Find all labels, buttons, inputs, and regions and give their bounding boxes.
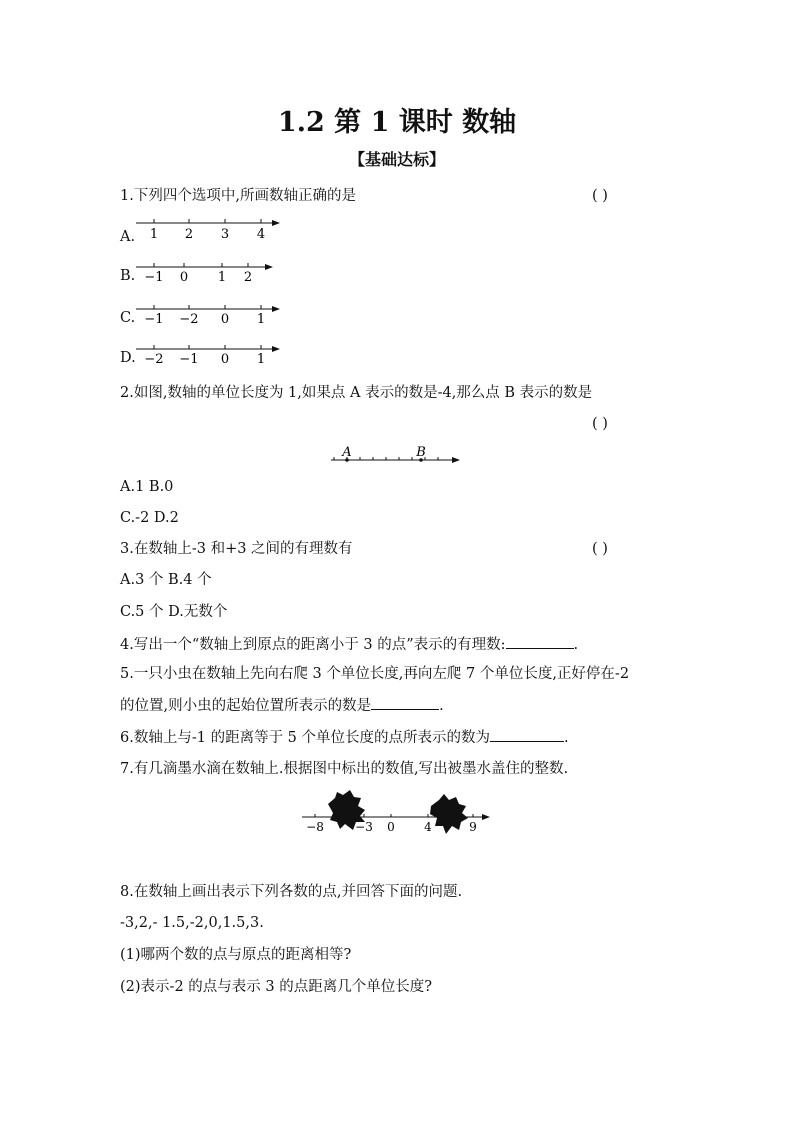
- tick-label: −2: [144, 352, 164, 367]
- arrow-head: [452, 457, 460, 463]
- tick-label: 0: [179, 270, 189, 285]
- q1-answer-paren: ( ): [592, 188, 608, 204]
- q2-number-line: [328, 444, 464, 468]
- q1-stem: 1.下列四个选项中,所画数轴正确的是: [120, 188, 356, 204]
- q5-line2: [120, 695, 444, 716]
- q6-line: [120, 727, 569, 748]
- point-a-label: A: [342, 445, 352, 460]
- tick-label: 1: [256, 312, 266, 327]
- q4-line: [120, 634, 578, 655]
- q1-option-b-number-line: [132, 260, 277, 286]
- tick-label: 1: [217, 270, 227, 285]
- tick-label: −1: [144, 312, 164, 327]
- q6-text: 6.数轴上与-1 的距离等于 5 个单位长度的点所表示的数为: [120, 730, 491, 746]
- q2-stem: 2.如图,数轴的单位长度为 1,如果点 A 表示的数是-4,那么点 B 表示的数是: [120, 385, 593, 401]
- q3-options-cd: C.5 个 D.无数个: [120, 604, 228, 620]
- q8-sub2: (2)表示-2 的点与表示 3 的点距离几个单位长度?: [120, 979, 432, 995]
- q6-end: .: [564, 730, 569, 746]
- q6-answer-blank[interactable]: [490, 727, 564, 742]
- tick-label: 9: [469, 820, 477, 834]
- tick-label: 4: [256, 227, 266, 242]
- tick-label: 1: [149, 227, 159, 242]
- q1-option-a-label: A.: [120, 229, 136, 245]
- tick-label: −3: [355, 820, 373, 834]
- tick-label: 0: [220, 352, 230, 367]
- q1-option-d-label: D.: [120, 350, 136, 366]
- q5-text: 的位置,则小虫的起始位置所表示的数是: [120, 698, 372, 714]
- q5-line1: 5.一只小虫在数轴上先向右爬 3 个单位长度,再向左爬 7 个单位长度,正好停在-2: [120, 666, 630, 682]
- q1-option-a-number-line: [132, 215, 282, 245]
- tick-label: 1: [256, 352, 266, 367]
- tick-label: 4: [424, 820, 432, 834]
- tick-label: −1: [179, 352, 199, 367]
- q7-stem: 7.有几滴墨水滴在数轴上.根据图中标出的数值,写出被墨水盖住的整数.: [120, 761, 569, 777]
- tick-label: 3: [220, 227, 230, 242]
- tick-label: −2: [179, 312, 199, 327]
- q1-option-c-number-line: [132, 302, 282, 328]
- q8-sub1: (1)哪两个数的点与原点的距离相等?: [120, 947, 352, 963]
- q1-option-b-label: B.: [120, 268, 136, 284]
- q1-option-d-number-line: [132, 342, 282, 368]
- q4-answer-blank[interactable]: [506, 634, 574, 649]
- ink-blot-right: [430, 794, 468, 834]
- q2-answer-paren: ( ): [592, 416, 608, 432]
- q8-stem: 8.在数轴上画出表示下列各数的点,并回答下面的问题.: [120, 884, 463, 900]
- q5-end: .: [439, 698, 444, 714]
- page-title: 1.2 第 1 课时 数轴: [277, 107, 517, 138]
- q7-number-line: [298, 786, 494, 838]
- q2-options-cd: C.-2 D.2: [120, 510, 179, 526]
- tick-label: −8: [306, 820, 324, 834]
- q8-numbers: -3,2,- 1.5,-2,0,1.5,3.: [120, 915, 264, 931]
- q3-options-ab: A.3 个 B.4 个: [120, 572, 212, 588]
- point-b-label: B: [416, 445, 426, 460]
- arrow-head: [272, 220, 280, 226]
- q3-stem: 3.在数轴上-3 和+3 之间的有理数有: [120, 541, 353, 557]
- tick-label: 0: [387, 820, 395, 834]
- q2-options-ab: A.1 B.0: [120, 479, 174, 495]
- tick-label: 2: [243, 270, 253, 285]
- section-heading: 【基础达标】: [348, 150, 445, 169]
- q1-option-c-label: C.: [120, 310, 136, 326]
- arrow-head: [482, 814, 490, 820]
- tick-label: 2: [184, 227, 194, 242]
- tick-label: −1: [144, 270, 164, 285]
- tick-label: 0: [220, 312, 230, 327]
- q4-end: .: [573, 637, 579, 653]
- arrow-head: [272, 306, 280, 312]
- arrow-head: [272, 346, 280, 352]
- q4-text: 4.写出一个“数轴上到原点的距离小于 3 的点”表示的有理数:: [120, 637, 506, 653]
- q5-answer-blank[interactable]: [371, 695, 439, 710]
- arrow-head: [265, 264, 273, 270]
- q3-answer-paren: ( ): [592, 541, 608, 557]
